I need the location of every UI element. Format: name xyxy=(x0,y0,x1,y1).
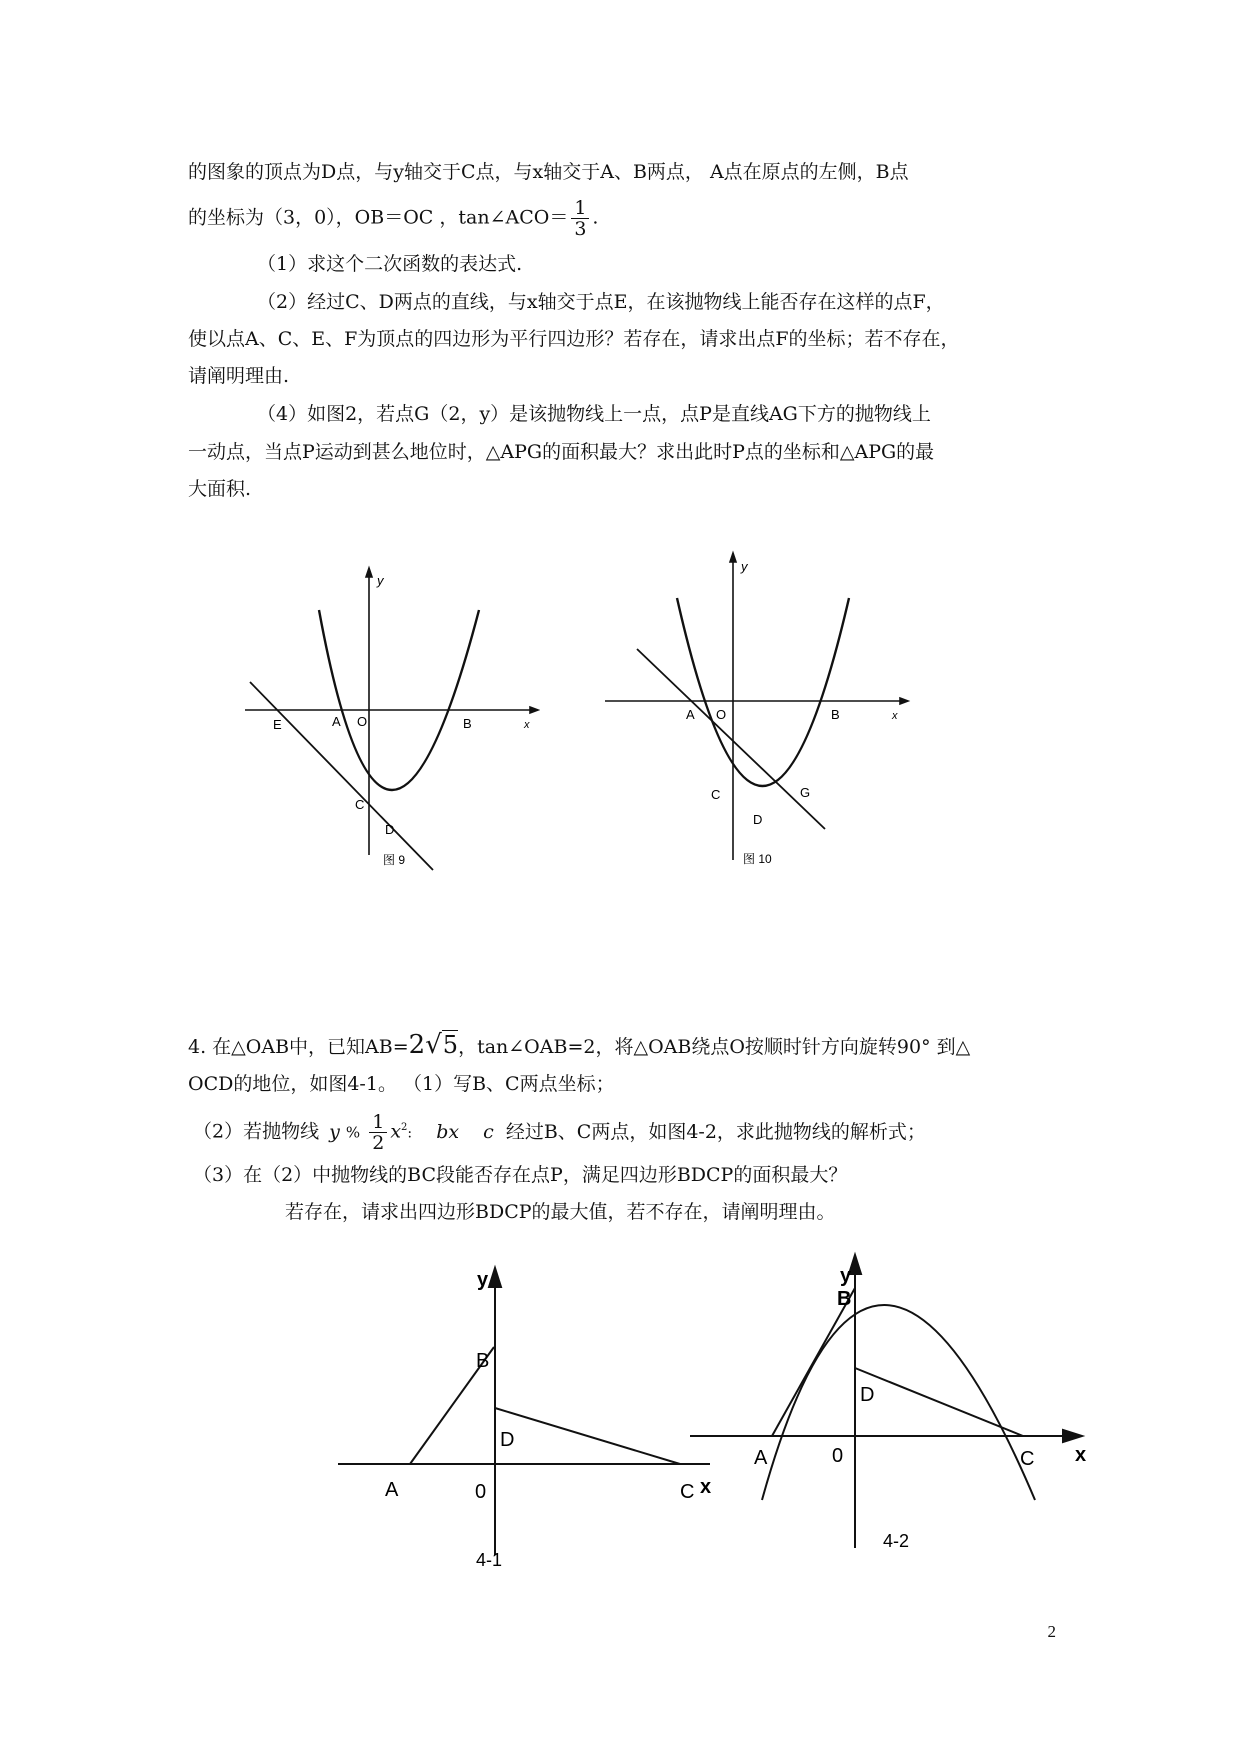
fig41-caption: 4-1 xyxy=(476,1550,503,1570)
fig42-caption: 4-2 xyxy=(883,1531,910,1551)
figure-4-2 xyxy=(690,1250,1110,1570)
fig10-x-arrow xyxy=(900,698,908,704)
fig10-label-x: x xyxy=(892,710,898,722)
p4-radicand: 5 xyxy=(442,1031,459,1059)
fig41-label-b: B xyxy=(476,1350,490,1372)
fig41-label-o: 0 xyxy=(475,1481,487,1503)
p4-line4: （3）在（2）中抛物线的BC段能否存在点P，满足四边形BDCP的面积最大？ xyxy=(193,1164,848,1186)
p3-tan-fraction xyxy=(571,198,589,239)
p4-eq-bx: bx xyxy=(436,1120,460,1143)
p4-coef: 2 xyxy=(408,1030,426,1060)
p3-q4-line3: 大面积. xyxy=(188,478,252,500)
fig10-caption: 图 10 xyxy=(743,852,772,866)
fig10-label-b: B xyxy=(831,707,840,722)
fig9-label-c: C xyxy=(355,797,365,812)
fig10-label-a: A xyxy=(686,707,695,722)
fig9-parabola xyxy=(319,610,479,790)
fig9-label-d: D xyxy=(385,822,395,837)
fig10-label-d: D xyxy=(753,812,763,827)
p4-line1 xyxy=(188,1030,971,1060)
fig9-y-arrow xyxy=(366,568,372,577)
p4-line2: OCD的地位，如图4-1。 （1）写B、C两点坐标； xyxy=(188,1073,615,1095)
p4-eq-c: c xyxy=(483,1120,494,1143)
fig41-label-a: A xyxy=(385,1479,399,1501)
fig10-label-c: C xyxy=(711,787,721,802)
fig42-label-a: A xyxy=(754,1447,768,1469)
p3-line2 xyxy=(188,198,598,239)
fig10-label-g: G xyxy=(800,785,811,800)
figure-10 xyxy=(595,550,915,880)
p4-line3-rest: 经过B、C两点，如图4-2，求此抛物线的解析式； xyxy=(505,1120,926,1143)
fig41-segment-dc xyxy=(495,1408,680,1464)
p3-q4-line2: 一动点，当点P运动到甚么地位时，△APG的面积最大？求出此时P点的坐标和△APG的最 xyxy=(188,441,935,463)
fig41-label-y: y xyxy=(477,1269,489,1291)
p4-line5: 若存在，请求出四边形BDCP的最大值，若不存在，请阐明理由。 xyxy=(285,1201,836,1223)
fig42-segment-ab xyxy=(772,1288,855,1436)
p3-line1: 的图象的顶点为D点，与y轴交于C点，与x轴交于A、B两点， A点在原点的左侧，B点 xyxy=(188,161,909,183)
fig10-parabola xyxy=(677,598,849,786)
p4-line3-text: （2）若抛物线 xyxy=(193,1120,320,1143)
p4-line3 xyxy=(193,1112,926,1153)
fig9-label-x: x xyxy=(524,719,530,731)
p4-line1-rest: ，tan∠OAB=2，将△OAB绕点O按顺时针方向旋转90° 到△ xyxy=(458,1036,971,1058)
fig41-label-d: D xyxy=(500,1429,515,1451)
fig42-parabola xyxy=(762,1305,1035,1500)
page-number: 2 xyxy=(1047,1622,1056,1641)
fig42-label-x: x xyxy=(1075,1444,1087,1466)
sqrt-sign: √ xyxy=(425,1030,442,1060)
figure-9 xyxy=(240,565,540,875)
fig41-label-c: C xyxy=(680,1481,695,1503)
fig42-segment-dc xyxy=(855,1368,1023,1436)
p4-eq-frac-den: 2 xyxy=(372,1132,385,1154)
fig9-label-o: O xyxy=(357,714,368,729)
fig10-line-ag xyxy=(637,649,825,829)
p3-line2-text: 的坐标为（3，0），OB＝OC ，tan∠ACO＝ xyxy=(188,206,569,229)
fig10-label-o: O xyxy=(716,707,727,722)
p4-eq-fraction xyxy=(369,1112,387,1153)
p4-eq-sup: 2 xyxy=(401,1122,408,1134)
p3-q2-line1: （2）经过C、D两点的直线，与x轴交于点E，在该抛物线上能否存在这样的点F， xyxy=(257,291,945,313)
p3-frac-num: 1 xyxy=(571,198,589,219)
p3-frac-den: 3 xyxy=(574,218,587,240)
fig9-label-e: E xyxy=(273,717,282,732)
p4-eq-sym2: : xyxy=(407,1125,413,1142)
p4-eq-frac-num: 1 xyxy=(369,1112,387,1133)
fig42-label-b: B xyxy=(837,1288,852,1310)
fig42-label-d: D xyxy=(860,1384,875,1406)
fig42-label-y: y xyxy=(840,1265,852,1287)
fig42-label-o: 0 xyxy=(832,1445,844,1467)
fig42-label-c: C xyxy=(1020,1448,1035,1470)
fig9-label-b: B xyxy=(463,716,472,731)
fig9-label-a: A xyxy=(332,714,341,729)
p4-eq-y: y xyxy=(329,1120,340,1143)
p3-q2-line3: 请阐明理由. xyxy=(188,365,290,387)
fig9-x-arrow xyxy=(530,707,538,713)
p4-line1-text: 4. 在△OAB中，已知AB= xyxy=(188,1036,409,1058)
fig9-label-y: y xyxy=(377,573,384,588)
p3-q1: （1）求这个二次函数的表达式. xyxy=(257,253,523,275)
fig9-caption: 图 9 xyxy=(383,853,406,867)
p3-q2-line2: 使以点A、C、E、F为顶点的四边形为平行四边形？若存在，请求出点F的坐标；若不存在， xyxy=(188,328,960,350)
fig10-label-y: y xyxy=(741,559,748,574)
fig10-y-arrow xyxy=(730,553,736,562)
p3-line2-end: . xyxy=(592,206,599,229)
fig41-label-x: x xyxy=(700,1476,712,1498)
p4-eq-sym1: % xyxy=(345,1123,361,1142)
fig41-y-arrow xyxy=(489,1268,501,1287)
p3-q4-line1: （4）如图2，若点G（2，y）是该抛物线上一点，点P是直线AG下方的抛物线上 xyxy=(257,403,931,425)
fig42-x-arrow xyxy=(1063,1430,1082,1442)
p4-eq-x: x xyxy=(390,1120,402,1143)
